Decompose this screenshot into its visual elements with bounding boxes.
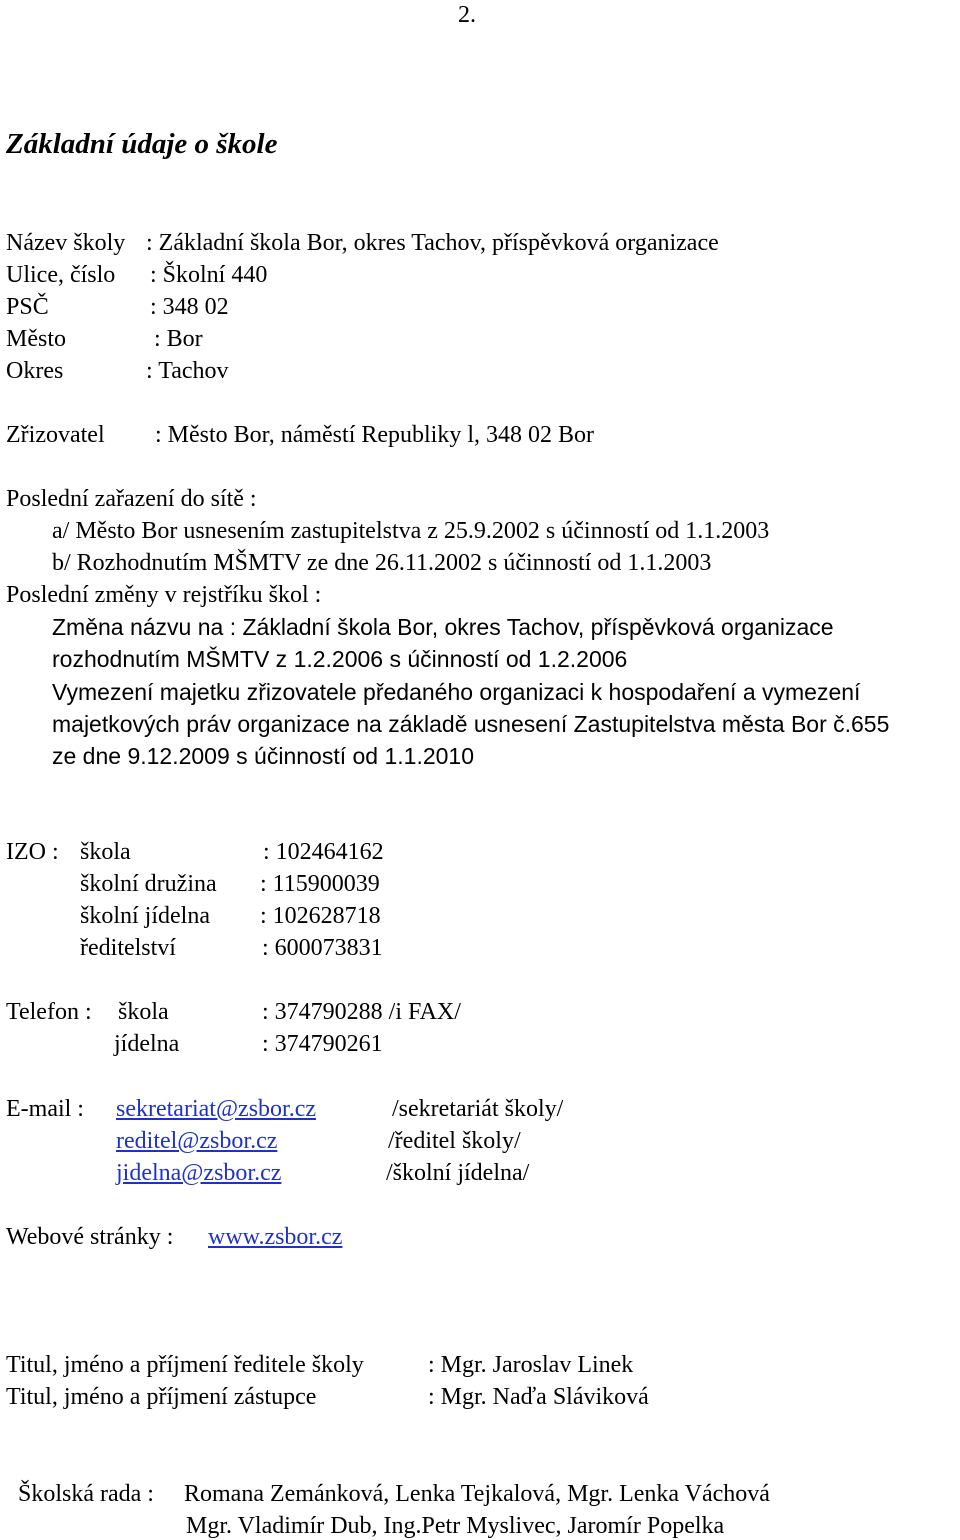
board-label: Školská rada : (18, 1481, 154, 1507)
school-name-value: : Základní škola Bor, okres Tachov, příspěvková organizace (146, 230, 719, 256)
changes-line: majetkových práv organizace na základě usnesení Zastupitelstva města Bor č.655 (52, 711, 890, 737)
deputy-label: Titul, jméno a příjmení zástupce (6, 1384, 317, 1410)
network-item-b: b/ Rozhodnutím MŠMTV ze dne 26.11.2002 s účinností od 1.1.2003 (52, 550, 712, 576)
email-link[interactable]: jidelna@zsbor.cz (116, 1160, 282, 1186)
email-link[interactable]: reditel@zsbor.cz (116, 1128, 278, 1154)
phone-row-value: : 374790288 /i FAX/ (262, 999, 461, 1025)
director-value: : Mgr. Jaroslav Linek (428, 1352, 634, 1378)
deputy-value: : Mgr. Naďa Sláviková (428, 1384, 649, 1410)
email-note: /školní jídelna/ (386, 1160, 530, 1186)
city-value: : Bor (154, 326, 203, 352)
page-number: 2. (458, 2, 476, 28)
web-label: Webové stránky : (6, 1224, 174, 1250)
changes-line: ze dne 9.12.2009 s účinností od 1.1.2010 (52, 743, 474, 769)
zip-label: PSČ (6, 294, 49, 320)
district-value: : Tachov (146, 358, 229, 384)
phone-row-value: : 374790261 (262, 1031, 383, 1057)
changes-heading: Poslední změny v rejstříku škol : (6, 582, 322, 608)
izo-row-name: ředitelství (80, 935, 176, 961)
izo-row-value: : 115900039 (260, 871, 380, 897)
izo-row-value: : 102464162 (263, 839, 384, 865)
network-heading: Poslední zařazení do sítě : (6, 486, 257, 512)
city-label: Město (6, 326, 66, 352)
izo-row-name: školní družina (80, 871, 217, 897)
phone-row-name: škola (118, 999, 169, 1025)
changes-line: Vymezení majetku zřizovatele předaného organizaci k hospodaření a vymezení (52, 679, 861, 705)
zip-value: : 348 02 (150, 294, 229, 320)
phone-row-name: jídelna (114, 1031, 180, 1057)
board-members: Mgr. Vladimír Dub, Ing.Petr Myslivec, Jaromír Popelka (186, 1513, 725, 1539)
school-name-label: Název školy (6, 230, 126, 256)
network-item-a: a/ Město Bor usnesením zastupitelstva z 25.9.2002 s účinností od 1.1.2003 (52, 518, 770, 544)
email-label: E-mail : (6, 1096, 84, 1122)
changes-line: rozhodnutím MŠMTV z 1.2.2006 s účinností od 1.2.2006 (52, 646, 628, 672)
founder-label: Zřizovatel (6, 422, 105, 448)
email-note: /sekretariát školy/ (392, 1096, 564, 1122)
phone-label: Telefon : (6, 999, 92, 1025)
director-label: Titul, jméno a příjmení ředitele školy (6, 1352, 364, 1378)
street-label: Ulice, číslo (6, 262, 116, 288)
board-members: Romana Zemánková, Lenka Tejkalová, Mgr. Lenka Váchová (184, 1481, 770, 1507)
web-link[interactable]: www.zsbor.cz (208, 1224, 343, 1250)
izo-row-name: školní jídelna (80, 903, 210, 929)
izo-row-value: : 600073831 (262, 935, 383, 961)
email-note: /ředitel školy/ (388, 1128, 521, 1154)
email-link[interactable]: sekretariat@zsbor.cz (116, 1096, 317, 1122)
izo-row-value: : 102628718 (260, 903, 381, 929)
founder-value: : Město Bor, náměstí Republiky l, 348 02 Bor (155, 422, 595, 448)
izo-label: IZO : (6, 839, 59, 865)
changes-line: Změna názvu na : Základní škola Bor, okres Tachov, příspěvková organizace (52, 614, 834, 640)
izo-row-name: škola (80, 839, 131, 865)
page-title: Základní údaje o škole (6, 128, 278, 160)
street-value: : Školní 440 (150, 262, 268, 288)
district-label: Okres (6, 358, 64, 384)
